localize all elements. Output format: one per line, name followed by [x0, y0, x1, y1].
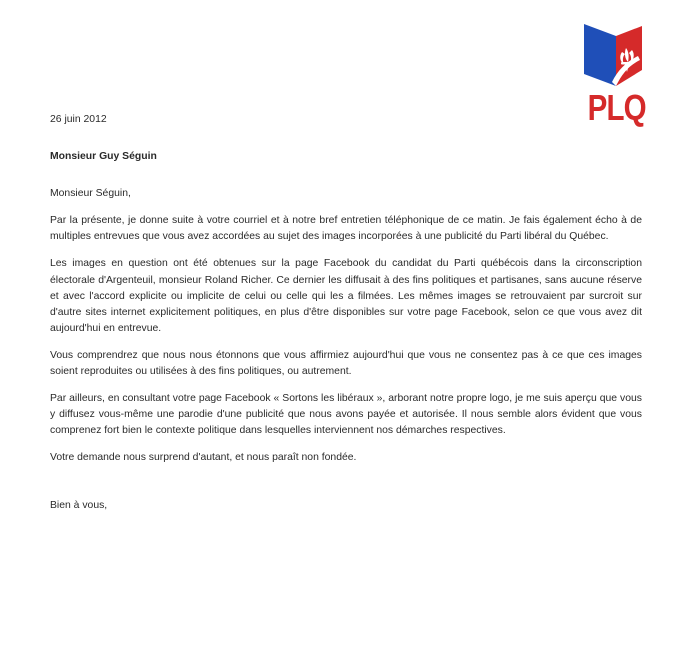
logo-text: PLQ [587, 87, 646, 128]
letter-body [50, 112, 642, 514]
paragraph-5: Votre demande nous surprend d'autant, et nous paraît non fondée. [50, 452, 357, 464]
letter-date: 26 juin 2012 [50, 114, 107, 125]
paragraph-2: Les images en question ont été obtenues sur la page Facebook du candidat du Parti québécois dans la circonscription électorale d'Argenteuil, monsieur Roland Richer. Ce dernier les diffusait à des fins politiques et partisanes, sans aucune réserve et avec l'accord explicite ou implicite de celui ou celle qui les a filmées. Les mêmes images se retrouvaient par surcroit sur d'autre sites internet explicitement politiques, en plus d'être disponibles sur votre page Facebook, selon ce que vous avez dit aujourd'hui en entrevue. [50, 258, 642, 334]
plq-flag-icon [582, 22, 644, 92]
letter-closing: Bien à vous, [50, 499, 108, 511]
letter-recipient: Monsieur Guy Séguin [50, 151, 157, 163]
paragraph-1: Par la présente, je donne suite à votre courriel et à notre bref entretien téléphonique de ce matin. Je fais également écho à de multiples entrevues que vous avez accordées au sujet des images incorporées à une publicité du Parti libéral du Québec. [50, 215, 642, 243]
paragraph-3: Vous comprendrez que nous nous étonnons que vous affirmiez aujourd'hui que vous ne consentez pas à ce que ces images soient reproduites ou utilisées à des fins politiques, ou autrement. [50, 349, 642, 378]
letter-salutation: Monsieur Séguin, [50, 188, 131, 200]
paragraph-4: Par ailleurs, en consultant votre page Facebook « Sortons les libéraux », arborant notre propre logo, je me suis aperçu que vous y diffusez vous-même une parodie d'une publicité que nous avons payée et autorisée. Il nous semble alors évident que vous comprenez fort bien le contexte politique dans lesquelles interviennent nos démarches respectives. [50, 393, 642, 437]
